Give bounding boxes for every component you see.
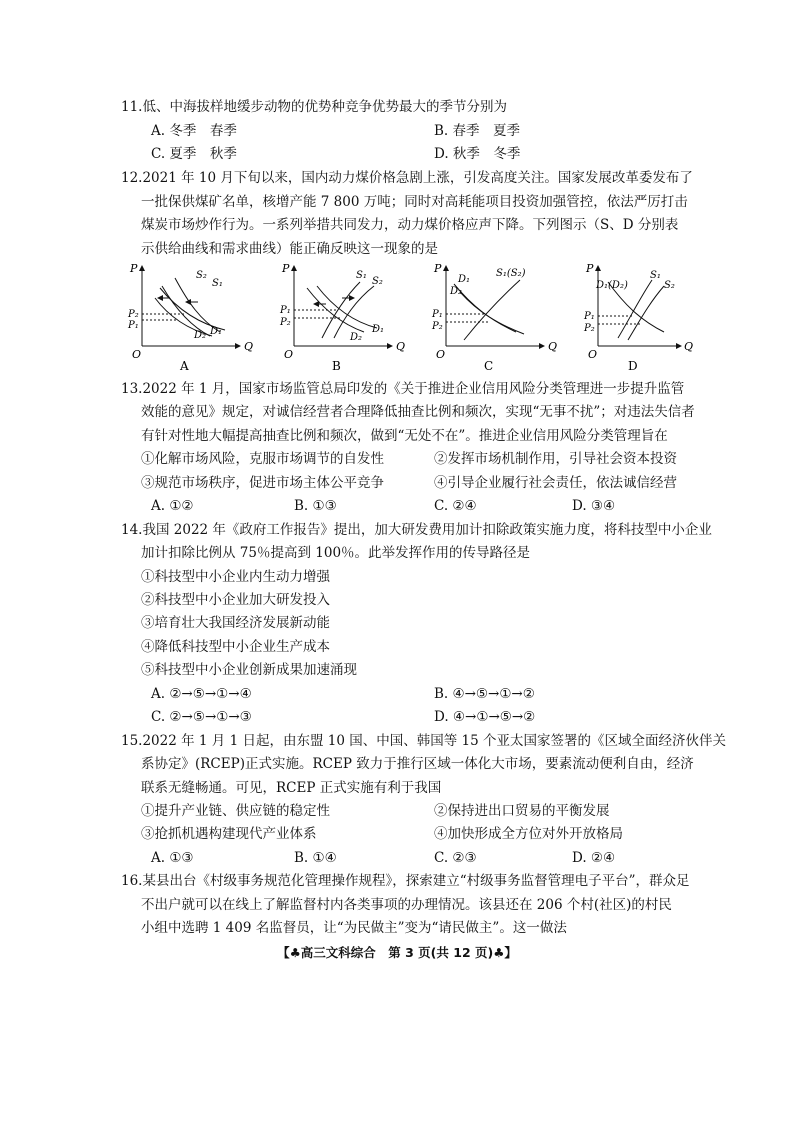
q14-option-c: C. ②→⑤→①→③ — [151, 709, 252, 725]
graph-c-q-label: Q — [548, 340, 558, 353]
q15-stem-line-2: 系协定》(RCEP)正式实施。RCEP 致力于推行区域一体化大市场，要素流动便利自由，经济 — [141, 756, 694, 772]
q16-stem-line-1: 16.某县出台《村级事务规范化管理操作规程》，探索建立“村级事务监督管理电子平台”，群众足 — [121, 873, 690, 889]
q13-option-d: D. ③④ — [572, 498, 616, 514]
q14-item-3: ③培育壮大我国经济发展新动能 — [141, 615, 330, 631]
graph-b-curve-s2 — [334, 286, 374, 338]
q12-stem-line-2: 一批保供煤矿名单，核增产能 7 800 万吨；同时对高耗能项目投资加强管控，依法严厉打击 — [141, 194, 688, 210]
graph-b-p-label: P — [282, 262, 290, 275]
graph-d-p-label: P — [586, 262, 594, 275]
graph-a — [127, 262, 253, 373]
q13-item-2: ②发挥市场机制作用，引导社会资本投资 — [434, 451, 677, 467]
q13-stem-line-1: 13.2022 年 1 月，国家市场监管总局印发的《关于推进企业信用风险分类管理进一步提升监管 — [121, 381, 685, 397]
q13-item-4: ④引导企业履行社会责任，依法诚信经营 — [434, 475, 677, 491]
q15-option-c: C. ②③ — [434, 850, 477, 866]
q11-stem: 11.低、中海拔样地缓步动物的优势种竞争优势最大的季节分别为 — [121, 99, 507, 115]
graph-d-curve-label-3: S₂ — [664, 280, 675, 291]
graph-c-caption: C — [484, 359, 494, 373]
graph-d-curve-label-1: D₁(D₂) — [596, 280, 628, 291]
graph-d-curve-label-2: S₁ — [650, 270, 661, 281]
q15-stem-line-1: 15.2022 年 1 月 1 日起，由东盟 10 国、中国、韩国等 15 个亚太国家签署的《区域全面经济伙伴关 — [121, 733, 726, 749]
q14-option-d: D. ④→①→⑤→② — [434, 709, 536, 725]
graph-d — [583, 262, 693, 373]
graph-b — [279, 262, 405, 373]
graph-b-curve-label-2: S₂ — [372, 276, 383, 287]
graph-a-q-label: Q — [244, 340, 254, 353]
graph-a-p-hi: P₂ — [128, 309, 139, 320]
q14-option-b: B. ④→⑤→①→② — [434, 686, 535, 702]
supply-demand-graphs — [120, 258, 694, 373]
page-footer: 【♣高三文科综合 第 3 页(共 12 页)♣】 — [277, 945, 517, 960]
graph-d-caption: D — [628, 359, 638, 373]
q13-stem-line-3: 有针对性地大幅提高抽查比例和频次，做到“无处不在”。推进企业信用风险分类管理旨在 — [141, 428, 668, 444]
q15-stem-line-3: 联系无缝畅通。可见，RCEP 正式实施有利于我国 — [141, 780, 442, 796]
q12-stem-line-3: 煤炭市场炒作行为。一系列举措共同发力，动力煤价格应声下降。下列图示（S、D 分别表 — [141, 217, 679, 233]
q14-stem-line-2: 加计扣除比例从 75％提高到 100％。此举发挥作用的传导路径是 — [141, 545, 531, 561]
graph-c-curve-s — [464, 280, 520, 340]
q15-item-4: ④加快形成全方位对外开放格局 — [434, 826, 623, 842]
q15-option-b: B. ①④ — [294, 850, 337, 866]
q14-item-2: ②科技型中小企业加大研发投入 — [141, 592, 330, 608]
q11-option-d: D. 秋季 冬季 — [434, 146, 521, 162]
q11-option-c: C. 夏季 秋季 — [151, 146, 237, 162]
graph-b-q-label: Q — [396, 340, 406, 353]
q14-option-a: A. ②→⑤→①→④ — [151, 686, 252, 702]
graph-c-curve-d1 — [454, 284, 516, 332]
graph-b-p-hi: P₁ — [280, 305, 291, 316]
graph-a-curve-label-2: S₁ — [212, 278, 223, 289]
graph-c-curve-label-2: D₂ — [450, 286, 463, 297]
graph-d-p-hi: P₁ — [584, 311, 595, 322]
q14-item-5: ⑤科技型中小企业创新成果加速涌现 — [141, 662, 357, 678]
q13-item-1: ①化解市场风险，克服市场调节的自发性 — [141, 451, 384, 467]
graph-a-p-label: P — [130, 262, 138, 275]
q14-item-4: ④降低科技型中小企业生产成本 — [141, 639, 330, 655]
graph-c-p-lo: P₂ — [432, 321, 443, 332]
graph-d-p-lo: P₂ — [584, 323, 595, 334]
q12-stem-line-4: 示供给曲线和需求曲线）能正确反映这一现象的是 — [141, 241, 438, 257]
graph-c-curve-label-1: D₁ — [458, 274, 471, 285]
q15-item-3: ③抢抓机遇构建现代产业体系 — [141, 826, 317, 842]
q16-stem-line-2: 不出户就可以在线上了解监督村内各类事项的办理情况。该县还在 206 个村(社区)的村民 — [141, 897, 672, 913]
graph-b-curve-label-1: S₁ — [356, 270, 367, 281]
q15-option-a: A. ①③ — [151, 850, 194, 866]
graph-c — [431, 262, 557, 373]
graph-a-p-lo: P₁ — [128, 320, 139, 331]
graph-c-curve-d2 — [460, 292, 524, 334]
q11-option-a: A. 冬季 春季 — [151, 123, 237, 139]
q16-stem-line-3: 小组中选聘 1 409 名监督员，让“为民做主”变为“请民做主”。这一做法 — [141, 920, 567, 936]
graph-a-curve-label-4: D₁ — [210, 326, 223, 337]
graph-c-origin: O — [436, 348, 446, 361]
graph-a-curve-s2 — [162, 286, 210, 336]
graph-a-curve-label-3: D₂ — [194, 330, 207, 341]
graph-c-p-hi: P₁ — [432, 309, 443, 320]
q12-stem-line-1: 12.2021 年 10 月下旬以来，国内动力煤价格急剧上涨，引发高度关注。国家发展改革委发布了 — [121, 170, 693, 186]
graph-b-p-lo: P₂ — [280, 317, 291, 328]
q11-option-b: B. 春季 夏季 — [434, 123, 521, 139]
q13-item-3: ③规范市场秩序，促进市场主体公平竞争 — [141, 475, 384, 491]
graph-b-curve-label-4: D₁ — [372, 324, 385, 335]
graph-a-origin: O — [132, 348, 142, 361]
graph-a-caption: A — [180, 359, 189, 373]
graph-a-curve-label-1: S₂ — [196, 270, 207, 281]
graph-b-curve-label-3: D₂ — [350, 332, 363, 343]
q13-stem-line-2: 效能的意见》规定，对诚信经营者合理降低抽查比例和频次，实现“无事不扰”；对违法失信者 — [141, 404, 695, 420]
graph-b-caption: B — [332, 359, 341, 373]
graph-c-curve-label-3: S₁(S₂) — [496, 268, 526, 279]
q14-stem-line-1: 14.我国 2022 年《政府工作报告》提出，加大研发费用加计扣除政策实施力度，将科技型中小企业 — [121, 522, 712, 538]
q15-item-2: ②保持进出口贸易的平衡发展 — [434, 803, 610, 819]
q15-option-d: D. ②④ — [572, 850, 616, 866]
graph-b-origin: O — [284, 348, 294, 361]
q13-option-a: A. ①② — [151, 498, 194, 514]
graph-d-curve-s2 — [628, 286, 664, 340]
graph-b-curve-d1 — [317, 286, 377, 328]
graph-c-p-label: P — [434, 262, 442, 275]
graph-d-q-label: Q — [684, 340, 694, 353]
q14-item-1: ①科技型中小企业内生动力增强 — [141, 569, 330, 585]
q13-option-c: C. ②④ — [434, 498, 477, 514]
q15-item-1: ①提升产业链、供应链的稳定性 — [141, 803, 330, 819]
q13-option-b: B. ①③ — [294, 498, 337, 514]
graph-d-origin: O — [588, 348, 598, 361]
